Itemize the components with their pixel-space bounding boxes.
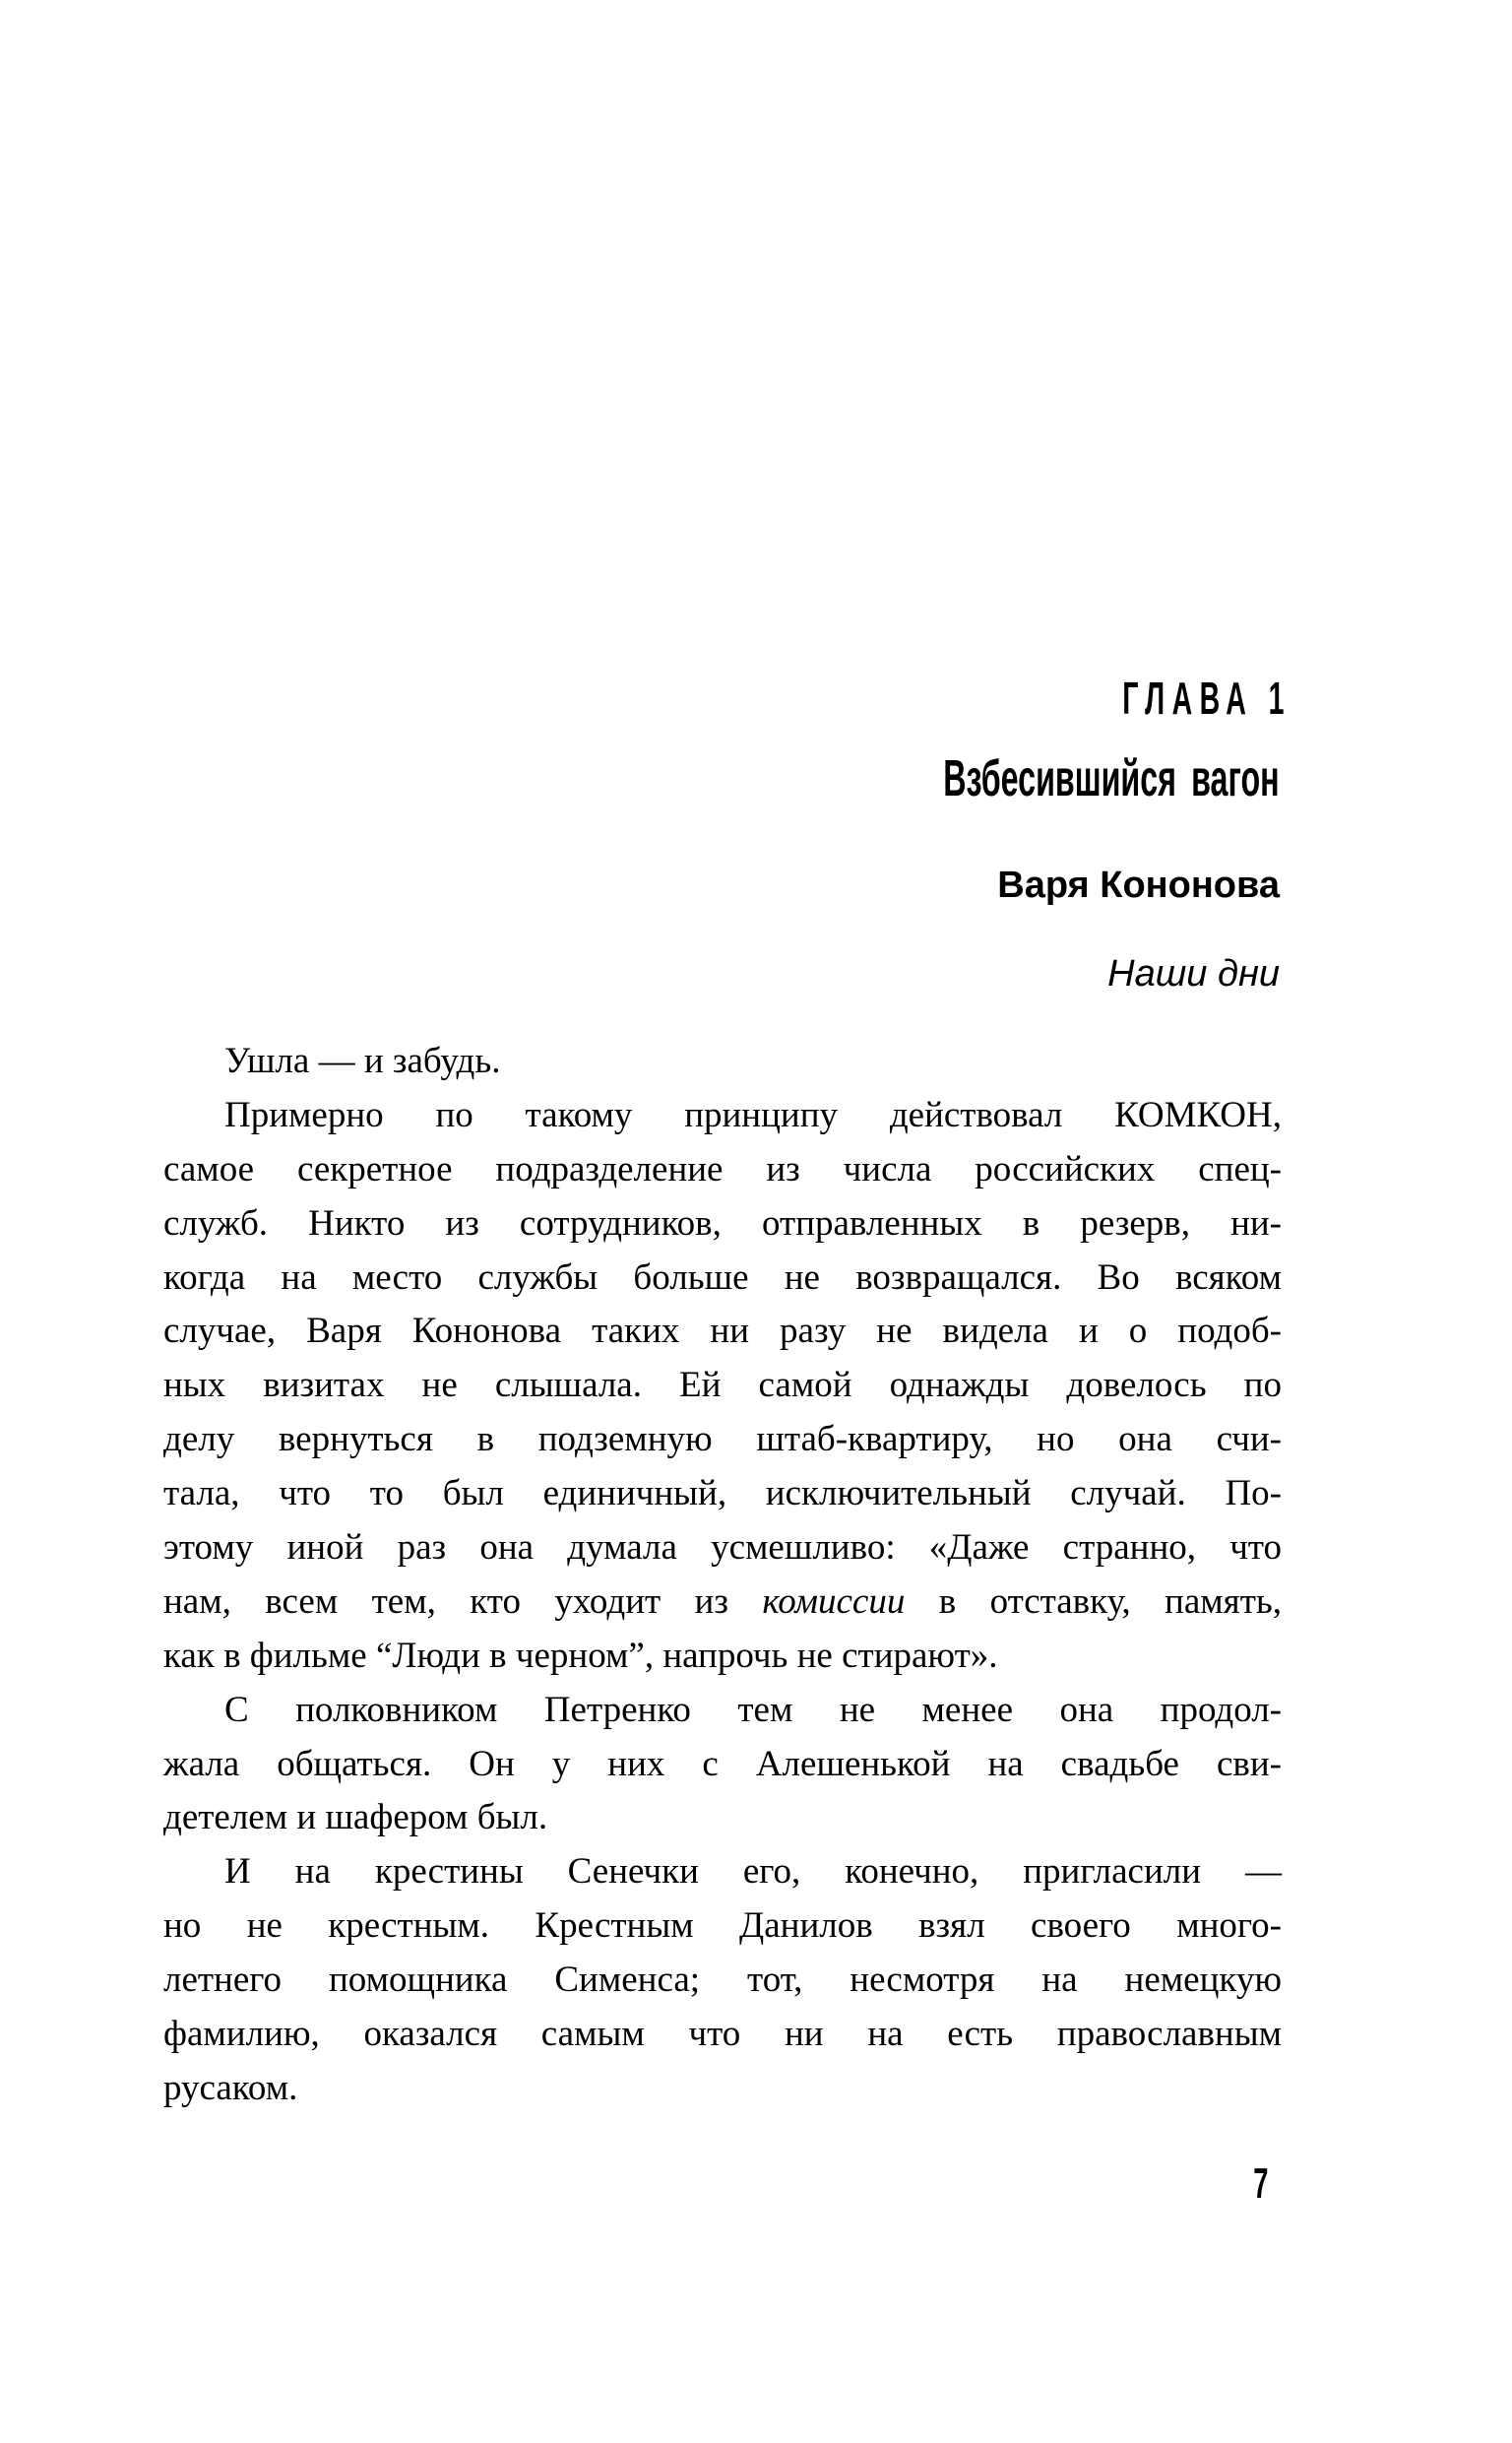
section-time-label: Наши дни xyxy=(1107,953,1280,995)
text-line: самое секретное подразделение из числа российских спец- xyxy=(163,1148,1282,1189)
text-line: этому иной раз она думала усмешливо: «Даже странно, что xyxy=(163,1527,1282,1569)
text-line: С полковником Петренко тем не менее она продол- xyxy=(224,1689,1282,1730)
body-text xyxy=(163,1035,1282,2116)
text-line: тала, что то был единичный, исключительный случай. По- xyxy=(163,1473,1282,1514)
text-line: служб. Никто из сотрудников, отправленных в резерв, ни- xyxy=(163,1202,1282,1244)
text-line: фамилию, оказался самым что ни на есть православным xyxy=(163,2014,1282,2055)
text-line-with-emphasis xyxy=(163,1575,1282,1630)
text-line: случае, Варя Кононова таких ни разу не видела и о подоб- xyxy=(163,1311,1282,1352)
text-line: Ушла — и забудь. xyxy=(224,1041,501,1081)
text-line: но не крестным. Крестным Данилов взял своего много- xyxy=(163,1905,1282,1947)
text-line: летнего помощника Сименса; тот, несмотря на немецкую xyxy=(163,1960,1282,2001)
text-line: как в фильме “Люди в черном”, напрочь не стирают». xyxy=(163,1635,998,1676)
text-line: жала общаться. Он у них с Алешенькой на свадьбе сви- xyxy=(163,1743,1282,1784)
section-character-name: Варя Кононова xyxy=(997,865,1280,906)
chapter-title: Взбесившийся вагон xyxy=(943,750,1280,807)
text-segment: в отставку, память, xyxy=(905,1580,1282,1622)
text-line: ных визитах не слышала. Ей самой однажды довелось по xyxy=(163,1365,1282,1406)
text-line: И на крестины Сенечки его, конечно, пригласили — xyxy=(224,1851,1282,1893)
text-line: когда на место службы больше не возвращался. Во всяком xyxy=(163,1256,1282,1298)
text-line: детелем и шафером был. xyxy=(163,1797,548,1838)
text-line: Примерно по такому принципу действовал КОМКОН, xyxy=(224,1094,1282,1135)
chapter-label: ГЛАВА 1 xyxy=(1122,673,1292,724)
emphasized-word: комиссии xyxy=(762,1580,906,1622)
text-line: русаком. xyxy=(163,2067,298,2108)
text-line: делу вернуться в подземную штаб-квартиру, но она счи- xyxy=(163,1419,1282,1460)
page-number: 7 xyxy=(1252,2159,1268,2208)
text-segment: нам, всем тем, кто уходит из xyxy=(163,1580,763,1622)
